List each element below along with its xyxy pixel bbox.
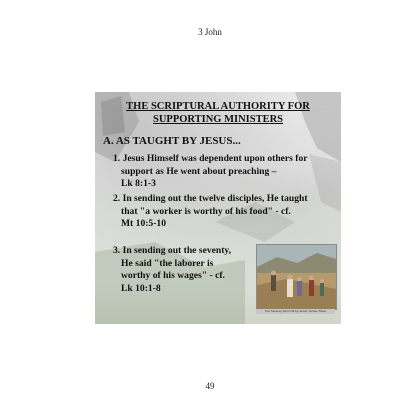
point-line: that "a worker is worthy of his food" - cf. [121, 205, 291, 217]
point-line: 1. Jesus Himself was dependent upon others for [113, 153, 308, 164]
painting-image [256, 244, 337, 310]
painting-caption: The Seventy Sent Out by Jesus, James Tissot [256, 309, 335, 314]
page-number: 49 [205, 381, 215, 391]
slide-title-line-1: THE SCRIPTURAL AUTHORITY FOR [126, 101, 310, 112]
section-heading: A. AS TAUGHT BY JESUS... [103, 135, 241, 147]
point-3 [113, 245, 231, 295]
point-line: He said "the laborer is [121, 257, 214, 269]
point-line: 3. In sending out the seventy, [113, 245, 232, 256]
point-line: Lk 10:1-8 [121, 282, 161, 294]
point-line: worthy of his wages" - cf. [121, 270, 225, 281]
point-line: Lk 8:1-3 [121, 178, 156, 189]
slide-title-line-2: SUPPORTING MINISTERS [152, 114, 284, 125]
slide-title [95, 100, 341, 126]
point-line: support as He went about preaching – [121, 165, 277, 177]
point-line: Mt 10:5-10 [121, 218, 167, 229]
point-line: 2. In sending out the twelve disciples, He taught [113, 193, 308, 204]
point-2 [113, 193, 308, 231]
point-1 [113, 153, 308, 191]
painting-illustration [257, 245, 336, 309]
running-head: 3 John [198, 27, 222, 37]
slide-image [95, 92, 341, 324]
